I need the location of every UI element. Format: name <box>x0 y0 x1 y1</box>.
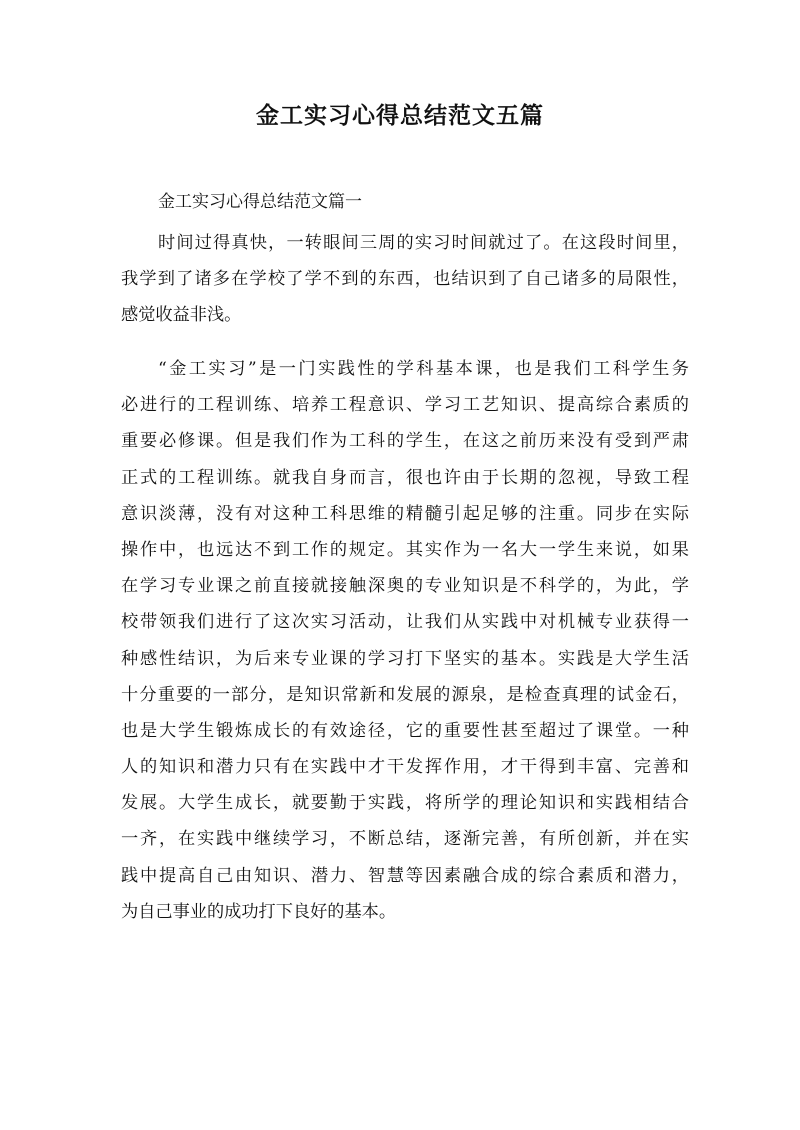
paragraph-1 <box>121 225 689 334</box>
paragraph-line: 人的知识和潜力只有在实践中才干发挥作用，才干得到丰富、完善和 <box>121 757 689 778</box>
paragraph-line: 也是大学生锻炼成长的有效途径，它的重要性甚至超过了课堂。一种 <box>121 720 689 741</box>
paragraph-line: 种感性结识，为后来专业课的学习打下坚实的基本。实践是大学生活 <box>121 648 689 669</box>
document-title: 金工实习心得总结范文五篇 <box>256 102 544 129</box>
paragraph-line: “金工实习”是一门实践性的学科基本课，也是我们工科学生务 <box>158 359 689 379</box>
paragraph-line: 在学习专业课之前直接就接触深奥的专业知识是不科学的，为此，学 <box>121 576 689 597</box>
paragraph-line: 为自己事业的成功打下良好的基本。 <box>121 901 397 922</box>
paragraph-line: 发展。大学生成长，就要勤于实践，将所学的理论知识和实践相结合 <box>121 793 689 814</box>
paragraph-line: 正式的工程训练。就我自身而言，很也许由于长期的忽视，导致工程 <box>121 467 689 488</box>
paragraph-line: 感觉收益非浅。 <box>121 305 242 326</box>
paragraph-line: 重要必修课。但是我们作为工科的学生，在这之前历来没有受到严肃 <box>121 431 689 452</box>
section-heading: 金工实习心得总结范文篇一 <box>158 192 362 212</box>
paragraph-line: 必进行的工程训练、培养工程意识、学习工艺知识、提高综合素质的 <box>121 395 689 416</box>
paragraph-line: 一齐，在实践中继续学习，不断总结，逐渐完善，有所创新，并在实 <box>121 829 689 850</box>
paragraph-line: 我学到了诸多在学校了学不到的东西，也结识到了自己诸多的局限性， <box>121 269 689 290</box>
paragraph-line: 践中提高自己由知识、潜力、智慧等因素融合成的综合素质和潜力， <box>121 865 689 886</box>
paragraph-line: 校带领我们进行了这次实习活动，让我们从实践中对机械专业获得一 <box>121 612 689 633</box>
paragraph-line: 十分重要的一部分，是知识常新和发展的源泉，是检查真理的试金石， <box>121 684 689 705</box>
paragraph-line: 时间过得真快，一转眼间三周的实习时间就过了。在这段时间里， <box>158 233 689 253</box>
paragraph-line: 操作中，也远达不到工作的规定。其实作为一名大一学生来说，如果 <box>121 539 689 560</box>
paragraph-line: 意识淡薄，没有对这种工科思维的精髓引起足够的注重。同步在实际 <box>121 503 689 524</box>
paragraph-2 <box>121 351 689 930</box>
